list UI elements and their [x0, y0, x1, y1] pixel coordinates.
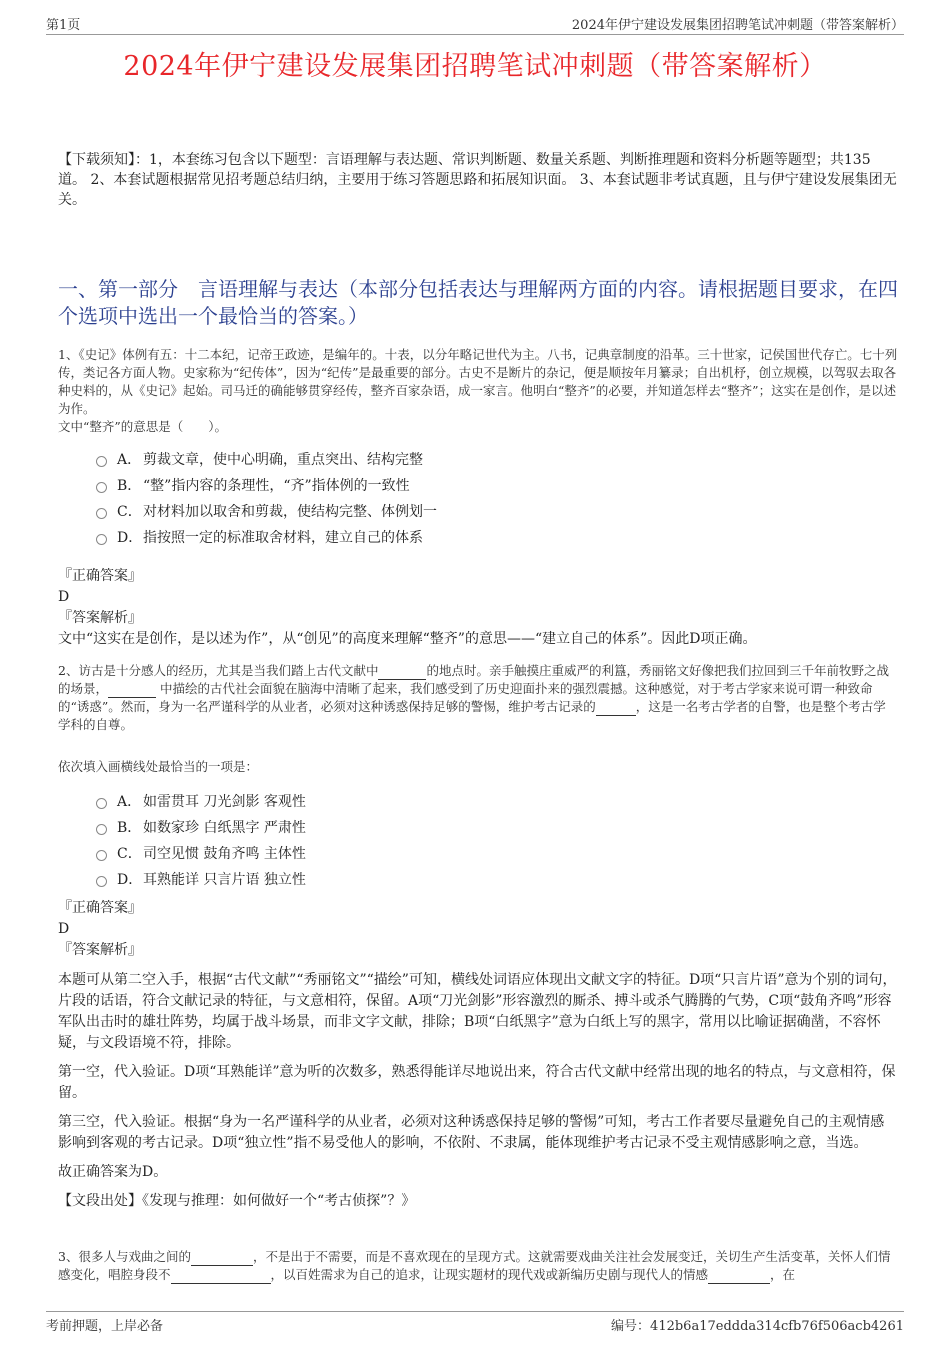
answer-label: 『正确答案』	[58, 568, 142, 584]
q1-option-c[interactable]: C． 对材料加以取舍和剪裁，使结构完整、体例划一	[96, 498, 856, 524]
question-1-answer	[58, 566, 898, 650]
analysis-text: 文中“这实在是创作，是以述为作”，从“创见”的高度来理解“整齐”的意思——“建立自己的体系”。因此D项正确。	[58, 631, 757, 647]
analysis-paragraph: 第三空，代入验证。根据“身为一名严谨科学的从业者，必须对这种诱惑保持足够的警惕”可知，考古工作者要尽量避免自己的主观情感影响到客观的考古记录。D项“独立性”指不易受他人的影响，不依附、不隶属，能体现维护考古记录不受主观情感影响之意，当选。	[58, 1114, 885, 1151]
q1-option-b[interactable]: B． “整”指内容的条理性，“齐”指体例的一致性	[96, 472, 856, 498]
analysis-paragraph: 本题可从第二空入手，根据“古代文献”“秀丽铭文”“描绘”可知，横线处词语应体现出文献文字的特征。D项“只言片语”意为个别的词句，片段的话语，符合文献记录的特征，与文意相符，保留。A项“刀光剑影”形容激烈的厮杀、搏斗或杀气腾腾的气势，C项“鼓角齐鸣”形容军队出击时的雄壮阵势，均属于战斗场景，而非文字文献，排除；B项“白纸黑字”意为白纸上写的黑字，常用以比喻证据确凿，不容怀疑，与文段语境不符，排除。	[58, 972, 897, 1051]
question-2	[58, 662, 898, 734]
page-footer	[46, 1311, 904, 1335]
q2-option-b[interactable]: B． 如数家珍 白纸黑字 严肃性	[96, 814, 856, 840]
question-3-stem: 3、很多人与戏曲之间的 ，不是出于不需要，而是不喜欢现在的呈现方式。这就需要戏曲关注社会发展变迁，关切生产生活变革，关怀人们情感变化，唱腔身段不 ，以百姓需求为自己的追求，让现实题材的现代戏或新编历史剧与现代人的情感 ，在	[58, 1249, 891, 1282]
answer-value: D	[58, 589, 70, 605]
radio-icon[interactable]	[96, 824, 107, 835]
section-title: 一、第一部分 言语理解与表达（本部分包括表达与理解两方面的内容。请根据题目要求，在四个选项中选出一个最恰当的答案。）	[58, 277, 898, 328]
page-header	[46, 14, 904, 35]
q1-option-a[interactable]: A． 剪裁文章，使中心明确，重点突出、结构完整	[96, 446, 856, 472]
radio-icon[interactable]	[96, 508, 107, 519]
header-doc-title: 2024年伊宁建设发展集团招聘笔试冲刺题（带答案解析）	[571, 18, 904, 33]
blank-1	[378, 665, 426, 680]
blank-2	[171, 1269, 271, 1284]
source-citation: 【文段出处】《发现与推理：如何做好一个“考古侦探”？》	[58, 1193, 416, 1209]
page-title: 2024年伊宁建设发展集团招聘笔试冲刺题（带答案解析）	[123, 51, 827, 82]
question-1-options	[96, 446, 856, 550]
download-notice: 【下载须知】：1，本套练习包含以下题型：言语理解与表达题、常识判断题、数量关系题、判断推理题和资料分析题等题型；共135道。 2、本套试题根据常见招考题总结归纳，主要用于练习答题思路和拓展知识面。 3、本套试题非考试真题，且与伊宁建设发展集团无关。	[58, 152, 897, 208]
question-1-stem: 1、《史记》体例有五：十二本纪，记帝王政迹，是编年的。十表，以分年略记世代为主。八书，记典章制度的沿革。三十世家，记侯国世代存亡。七十列传，类记各方面人物。史家称为“纪传体”，因为“纪传”是最重要的部分。古史不是断片的杂记，便是顺按年月纂录；自出机杼，创立规模，以驾驭去取各种史料的，从《史记》起始。司马迁的确能够贯穿经传，整齐百家杂语，成一家言。他明白“整齐”的必要，并知道怎样去“整齐”；这实在是创作，是以述为作。	[58, 347, 898, 416]
question-1	[58, 346, 898, 436]
footer-slogan: 考前押题，上岸必备	[46, 1319, 164, 1334]
question-2-analysis	[58, 970, 898, 1220]
question-3	[58, 1248, 898, 1284]
radio-icon[interactable]	[96, 482, 107, 493]
q2-option-a[interactable]: A． 如雷贯耳 刀光剑影 客观性	[96, 788, 856, 814]
radio-icon[interactable]	[96, 876, 107, 887]
question-2-options	[96, 788, 856, 892]
q2-option-d[interactable]: D． 耳熟能详 只言片语 独立性	[96, 866, 856, 892]
radio-icon[interactable]	[96, 850, 107, 861]
question-1-prompt: 文中“整齐”的意思是（ ）。	[58, 419, 228, 434]
answer-value: D	[58, 921, 70, 937]
blank-3	[596, 701, 636, 716]
analysis-label: 『答案解析』	[58, 942, 142, 958]
radio-icon[interactable]	[96, 456, 107, 467]
analysis-label: 『答案解析』	[58, 610, 142, 626]
analysis-paragraph: 第一空，代入验证。D项“耳熟能详”意为听的次数多，熟悉得能详尽地说出来，符合古代文献中经常出现的地名的特点，与文意相符，保留。	[58, 1064, 896, 1101]
q2-option-c[interactable]: C． 司空见惯 鼓角齐鸣 主体性	[96, 840, 856, 866]
blank-2	[108, 683, 156, 698]
radio-icon[interactable]	[96, 534, 107, 545]
radio-icon[interactable]	[96, 798, 107, 809]
answer-label: 『正确答案』	[58, 900, 142, 916]
question-2-stem: 2、访古是十分感人的经历，尤其是当我们踏上古代文献中 的地点时。亲手触摸庄重威严的利簋，秀丽铭文好像把我们拉回到三千年前牧野之战的场景， 中描绘的古代社会面貌在脑海中清晰了起来，我们感受到了历史迎面扑来的强烈震撼。这种感觉，对于考古学家来说可谓一种致命的“诱惑”。然而，身为一名严谨科学的从业者，必须对这种诱惑保持足够的警惕，维护考古记录的 ，这是一名考古学者的自警，也是整个考古学学科的自尊。	[58, 663, 889, 732]
blank-3	[708, 1269, 770, 1284]
question-2-answer	[58, 898, 898, 961]
analysis-conclusion: 故正确答案为D。	[58, 1164, 168, 1180]
footer-code: 编号：412b6a17eddda314cfb76f506acb4261	[611, 1319, 904, 1334]
blank-1	[191, 1251, 253, 1266]
page-number: 第1页	[46, 18, 81, 33]
question-2-prompt: 依次填入画横线处最恰当的一项是：	[58, 759, 259, 774]
q1-option-d[interactable]: D． 指按照一定的标准取舍材料，建立自己的体系	[96, 524, 856, 550]
